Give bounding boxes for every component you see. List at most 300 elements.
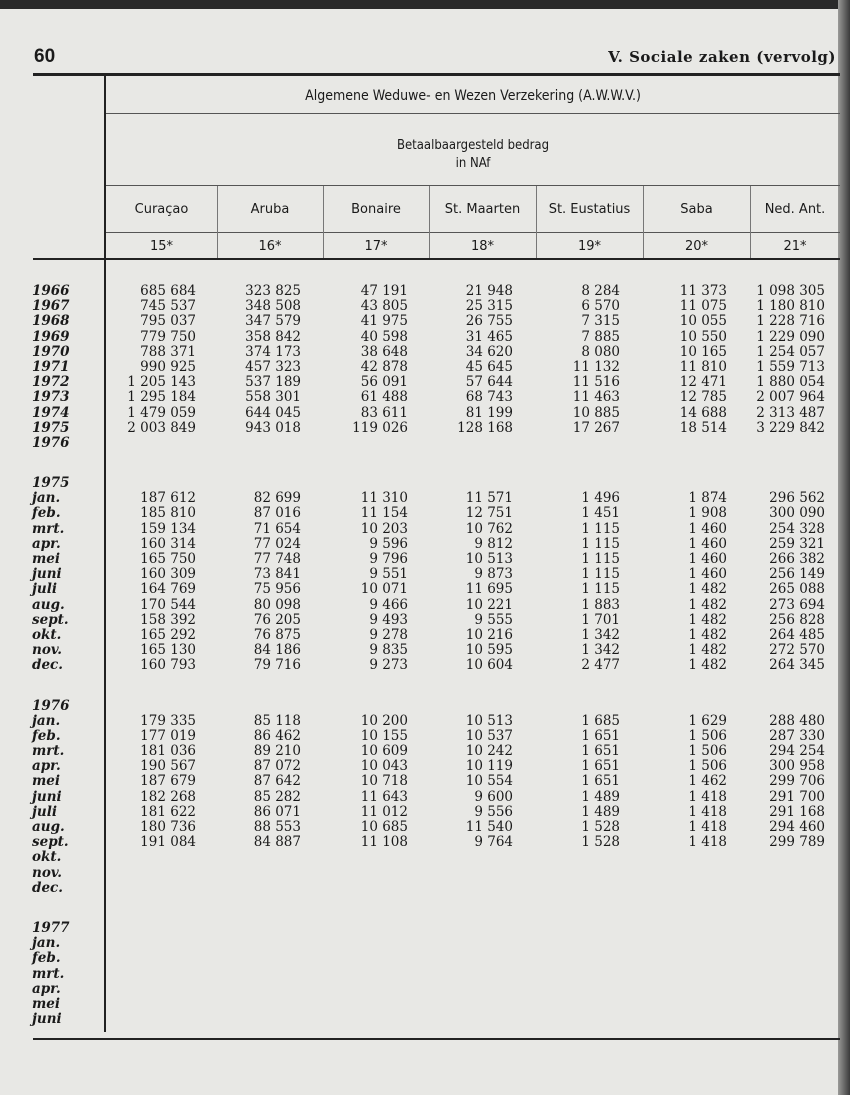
table-row (0, 744, 840, 759)
cell-value: 12 785 (679, 389, 727, 406)
cell-value: 10 513 (465, 712, 513, 729)
cell-value: 47 191 (360, 283, 408, 299)
cell-value: 179 335 (140, 712, 196, 729)
cell-value: 1 460 (688, 566, 727, 583)
column-number: 16* (258, 238, 282, 254)
cell-value: 10 119 (465, 758, 513, 775)
cell-value: 11 643 (360, 788, 408, 805)
cell-value: 347 579 (245, 313, 301, 330)
cell-value: 9 796 (369, 551, 408, 567)
cell-value: 1 115 (581, 551, 620, 567)
table-row (0, 491, 840, 506)
row-label: juli (32, 803, 57, 820)
cell-value: 10 513 (465, 551, 513, 567)
cell-value: 57 644 (465, 374, 513, 391)
cell-value: 9 278 (369, 626, 408, 643)
row-label: 1972 (32, 374, 70, 391)
table-row (0, 820, 840, 835)
cell-value: 266 382 (769, 551, 825, 567)
cell-value: 788 371 (140, 343, 196, 360)
row-label: juni (32, 566, 62, 583)
cell-value: 1 418 (688, 819, 727, 835)
row-label: nov. (32, 864, 63, 881)
cell-value: 644 045 (245, 404, 301, 421)
cell-value: 88 553 (253, 819, 301, 835)
section-heading-row (0, 921, 840, 936)
cell-value: 159 134 (140, 520, 196, 537)
cell-value: 43 805 (360, 298, 408, 315)
cell-value: 190 567 (140, 758, 196, 775)
row-label: 1974 (32, 404, 70, 421)
cell-value: 2 313 487 (756, 404, 825, 421)
cell-value: 185 810 (140, 505, 196, 522)
row-label: 1969 (32, 328, 70, 345)
row-label: nov. (32, 642, 63, 659)
cell-value: 21 948 (465, 283, 513, 299)
table-row (0, 552, 840, 567)
table-body (0, 284, 840, 1027)
cell-value: 119 026 (352, 419, 408, 436)
table-row (0, 729, 840, 744)
cell-value: 1 482 (688, 626, 727, 643)
cell-value: 291 168 (769, 803, 825, 820)
cell-value: 82 699 (253, 490, 301, 507)
cell-value: 128 168 (457, 419, 513, 436)
cell-value: 9 493 (369, 611, 408, 628)
cell-value: 1 883 (581, 596, 620, 613)
cell-value: 12 751 (465, 505, 513, 522)
cell-value: 10 537 (465, 727, 513, 744)
row-label: juni (32, 1011, 62, 1028)
cell-value: 34 620 (465, 343, 513, 360)
cell-value: 84 887 (253, 834, 301, 851)
cell-value: 31 465 (465, 328, 513, 345)
column-divider (217, 186, 218, 258)
row-label: aug. (32, 596, 65, 613)
cell-value: 11 810 (679, 358, 727, 375)
table-row (0, 345, 840, 360)
table-title: Algemene Weduwe- en Wezen Verzekering (A.W.W.V.) (305, 88, 641, 104)
cell-value: 10 762 (465, 520, 513, 537)
cell-value: 1 496 (581, 490, 620, 507)
cell-value: 26 755 (465, 313, 513, 330)
cell-value: 9 835 (369, 642, 408, 659)
cell-value: 85 118 (253, 712, 301, 729)
column-divider (643, 186, 644, 258)
row-label: juni (32, 788, 62, 805)
table-row (0, 982, 840, 997)
row-label: 1976 (32, 434, 70, 451)
column-divider (750, 186, 751, 258)
cell-value: 11 310 (360, 490, 408, 507)
section-gap (0, 451, 840, 476)
column-number: 19* (577, 238, 602, 254)
section-heading: 1976 (32, 697, 70, 714)
row-label: 1970 (32, 343, 70, 360)
row-label: feb. (32, 727, 61, 744)
cell-value: 9 873 (474, 566, 513, 583)
column-number: 20* (684, 238, 709, 254)
cell-value: 180 736 (140, 819, 196, 835)
cell-value: 9 555 (474, 611, 513, 628)
cell-value: 80 098 (253, 596, 301, 613)
cell-value: 795 037 (140, 313, 196, 330)
cell-value: 1 528 (581, 834, 620, 851)
cell-value: 18 514 (679, 419, 727, 436)
row-label: feb. (32, 505, 61, 522)
cell-value: 11 075 (679, 298, 727, 315)
cell-value: 1 342 (581, 626, 620, 643)
cell-value: 160 793 (140, 657, 196, 674)
cell-value: 10 595 (465, 642, 513, 659)
cell-value: 273 694 (769, 596, 825, 613)
cell-value: 1 528 (581, 819, 620, 835)
cell-value: 1 460 (688, 520, 727, 537)
cell-value: 1 506 (688, 727, 727, 744)
row-label: mrt. (32, 965, 65, 982)
table-row (0, 314, 840, 329)
row-label: 1966 (32, 283, 70, 299)
cell-value: 89 210 (253, 743, 301, 760)
row-label: mrt. (32, 520, 65, 537)
cell-value: 76 875 (253, 626, 301, 643)
column-header: Saba (680, 201, 713, 217)
page-number: 60 (34, 46, 56, 67)
table-row (0, 522, 840, 537)
table-row (0, 790, 840, 805)
cell-value: 56 091 (360, 374, 408, 391)
cell-value: 1 482 (688, 596, 727, 613)
cell-value: 10 165 (679, 343, 727, 360)
table-row (0, 436, 840, 451)
row-label: juli (32, 581, 57, 598)
cell-value: 1 701 (581, 611, 620, 628)
cell-value: 158 392 (140, 611, 196, 628)
cell-value: 299 789 (769, 834, 825, 851)
table-row (0, 421, 840, 436)
table-row (0, 643, 840, 658)
row-label: dec. (32, 879, 63, 896)
cell-value: 1 651 (581, 743, 620, 760)
cell-value: 264 485 (769, 626, 825, 643)
column-header: St. Maarten (444, 201, 521, 217)
table-row (0, 866, 840, 881)
cell-value: 10 609 (360, 743, 408, 760)
cell-value: 191 084 (140, 834, 196, 851)
cell-value: 8 284 (581, 283, 620, 299)
cell-value: 9 551 (369, 566, 408, 583)
cell-value: 164 769 (140, 581, 196, 598)
cell-value: 358 842 (245, 328, 301, 345)
cell-value: 296 562 (769, 490, 825, 507)
cell-value: 182 268 (140, 788, 196, 805)
cell-value: 288 480 (769, 712, 825, 729)
table-row (0, 506, 840, 521)
cell-value: 10 155 (360, 727, 408, 744)
cell-value: 11 516 (572, 374, 620, 391)
table-row (0, 1012, 840, 1027)
table-row (0, 628, 840, 643)
cell-value: 1 115 (581, 566, 620, 583)
cell-value: 259 321 (769, 535, 825, 552)
table-row (0, 299, 840, 314)
row-label: apr. (32, 758, 61, 775)
table-row (0, 360, 840, 375)
row-label: 1967 (32, 298, 70, 315)
table-row (0, 805, 840, 820)
cell-value: 1 460 (688, 551, 727, 567)
cell-value: 457 323 (245, 358, 301, 375)
cell-value: 10 216 (465, 626, 513, 643)
column-header: Curaçao (134, 201, 189, 217)
cell-value: 254 328 (769, 520, 825, 537)
cell-value: 8 080 (581, 343, 620, 360)
cell-value: 76 205 (253, 611, 301, 628)
table-row (0, 714, 840, 729)
cell-value: 1 685 (581, 712, 620, 729)
scan-top-edge (0, 0, 850, 9)
table-row (0, 567, 840, 582)
table-row (0, 951, 840, 966)
cell-value: 294 254 (769, 743, 825, 760)
cell-value: 264 345 (769, 657, 825, 674)
cell-value: 1 098 305 (756, 283, 825, 299)
cell-value: 1 228 716 (756, 313, 825, 330)
cell-value: 11 695 (465, 581, 513, 598)
column-number: 18* (470, 238, 495, 254)
cell-value: 12 471 (679, 374, 727, 391)
cell-value: 1 880 054 (756, 374, 825, 391)
table-row (0, 997, 840, 1012)
cell-value: 291 700 (769, 788, 825, 805)
cell-value: 10 055 (679, 313, 727, 330)
cell-value: 11 540 (465, 819, 513, 835)
cell-value: 7 885 (581, 328, 620, 345)
cell-value: 1 489 (581, 803, 620, 820)
cell-value: 84 186 (253, 642, 301, 659)
cell-value: 294 460 (769, 819, 825, 835)
cell-value: 9 556 (474, 803, 513, 820)
cell-value: 1 295 184 (127, 389, 196, 406)
cell-value: 1 254 057 (756, 343, 825, 360)
cell-value: 10 200 (360, 712, 408, 729)
cell-value: 187 612 (140, 490, 196, 507)
row-label: jan. (32, 490, 61, 507)
cell-value: 1 908 (688, 505, 727, 522)
cell-value: 348 508 (245, 298, 301, 315)
cell-value: 3 229 842 (756, 419, 825, 436)
cell-value: 10 885 (572, 404, 620, 421)
cell-value: 86 462 (253, 727, 301, 744)
cell-value: 160 314 (140, 535, 196, 552)
row-label: 1975 (32, 419, 70, 436)
cell-value: 81 199 (465, 404, 513, 421)
table-row (0, 936, 840, 951)
table-row (0, 759, 840, 774)
column-number: 15* (149, 238, 174, 254)
section-gap (0, 674, 840, 699)
cell-value: 10 242 (465, 743, 513, 760)
cell-value: 79 716 (253, 657, 301, 674)
row-label: apr. (32, 980, 61, 997)
column-divider (323, 186, 324, 258)
table-row (0, 658, 840, 673)
cell-value: 779 750 (140, 328, 196, 345)
running-head: V. Sociale zaken (vervolg) (608, 48, 836, 66)
cell-value: 1 506 (688, 758, 727, 775)
cell-value: 1 418 (688, 803, 727, 820)
cell-value: 160 309 (140, 566, 196, 583)
cell-value: 1 115 (581, 520, 620, 537)
cell-value: 9 596 (369, 535, 408, 552)
section-heading: 1977 (32, 919, 70, 936)
cell-value: 10 685 (360, 819, 408, 835)
cell-value: 85 282 (253, 788, 301, 805)
cell-value: 943 018 (245, 419, 301, 436)
row-label: mrt. (32, 743, 65, 760)
table-row (0, 835, 840, 850)
cell-value: 1 115 (581, 581, 620, 598)
cell-value: 6 570 (581, 298, 620, 315)
cell-value: 1 342 (581, 642, 620, 659)
cell-value: 1 462 (688, 773, 727, 790)
cell-value: 11 108 (360, 834, 408, 851)
table-subtitle-1: Betaalbaargesteld bedrag (396, 138, 550, 153)
row-label: dec. (32, 657, 63, 674)
table-row (0, 598, 840, 613)
cell-value: 374 173 (245, 343, 301, 360)
cell-value: 1 482 (688, 581, 727, 598)
cell-value: 10 221 (465, 596, 513, 613)
cell-value: 42 878 (360, 358, 408, 375)
cell-value: 17 267 (572, 419, 620, 436)
top-rule (33, 73, 840, 76)
bottom-rule (33, 1038, 840, 1040)
cell-value: 165 130 (140, 642, 196, 659)
column-header: Aruba (250, 201, 290, 217)
cell-value: 1 506 (688, 743, 727, 760)
cell-value: 187 679 (140, 773, 196, 790)
cell-value: 11 373 (679, 283, 727, 299)
cell-value: 745 537 (140, 298, 196, 315)
title-rule (106, 113, 840, 114)
column-divider (536, 186, 537, 258)
cell-value: 287 330 (769, 727, 825, 744)
row-label: sept. (32, 611, 69, 628)
cell-value: 1 451 (581, 505, 620, 522)
cell-value: 1 115 (581, 535, 620, 552)
cell-value: 537 189 (245, 374, 301, 391)
row-label: 1971 (32, 358, 70, 375)
cell-value: 87 016 (253, 505, 301, 522)
cell-value: 9 764 (474, 834, 513, 851)
cell-value: 558 301 (245, 389, 301, 406)
cell-value: 77 748 (253, 551, 301, 567)
cell-value: 272 570 (769, 642, 825, 659)
row-label: mei (32, 551, 61, 567)
cell-value: 10 604 (465, 657, 513, 674)
cell-value: 61 488 (360, 389, 408, 406)
cell-value: 1 418 (688, 788, 727, 805)
cell-value: 9 600 (474, 788, 513, 805)
cell-value: 83 611 (360, 404, 408, 421)
cell-value: 1 482 (688, 657, 727, 674)
cell-value: 73 841 (253, 566, 301, 583)
cell-value: 10 203 (360, 520, 408, 537)
row-label: okt. (32, 849, 62, 866)
cell-value: 11 132 (572, 358, 620, 375)
cell-value: 68 743 (465, 389, 513, 406)
row-label: feb. (32, 950, 61, 967)
section-heading-row (0, 699, 840, 714)
cell-value: 9 466 (369, 596, 408, 613)
table-row (0, 330, 840, 345)
column-header: St. Eustatius (548, 201, 631, 217)
cell-value: 40 598 (360, 328, 408, 345)
table-row (0, 613, 840, 628)
cell-value: 990 925 (140, 358, 196, 375)
cell-value: 256 149 (769, 566, 825, 583)
cell-value: 1 559 713 (756, 358, 825, 375)
cell-value: 256 828 (769, 611, 825, 628)
cell-value: 11 463 (572, 389, 620, 406)
cell-value: 1 205 143 (127, 374, 196, 391)
cell-value: 87 072 (253, 758, 301, 775)
cell-value: 300 958 (769, 758, 825, 775)
row-label: sept. (32, 834, 69, 851)
cell-value: 77 024 (253, 535, 301, 552)
cell-value: 1 629 (688, 712, 727, 729)
cell-value: 1 874 (688, 490, 727, 507)
cell-value: 181 622 (140, 803, 196, 820)
cell-value: 1 479 059 (127, 404, 196, 421)
row-label: 1968 (32, 313, 70, 330)
cell-value: 11 012 (360, 803, 408, 820)
cell-value: 7 315 (581, 313, 620, 330)
cell-value: 11 154 (360, 505, 408, 522)
column-divider (429, 186, 430, 258)
cell-value: 300 090 (769, 505, 825, 522)
cell-value: 1 229 090 (756, 328, 825, 345)
column-number: 21* (783, 238, 807, 254)
cell-value: 1 651 (581, 758, 620, 775)
table-row (0, 284, 840, 299)
cell-value: 1 460 (688, 535, 727, 552)
table-row (0, 881, 840, 896)
cell-value: 170 544 (140, 596, 196, 613)
cell-value: 299 706 (769, 773, 825, 790)
cell-value: 14 688 (679, 404, 727, 421)
cell-value: 10 718 (360, 773, 408, 790)
row-label: mei (32, 773, 61, 790)
row-label: jan. (32, 935, 61, 952)
cell-value: 1 489 (581, 788, 620, 805)
cell-value: 10 550 (679, 328, 727, 345)
table-row (0, 390, 840, 405)
cell-value: 1 418 (688, 834, 727, 851)
cell-value: 2 003 849 (127, 419, 196, 436)
section-heading: 1975 (32, 475, 70, 492)
cell-value: 165 292 (140, 626, 196, 643)
row-label: jan. (32, 712, 61, 729)
row-label: 1973 (32, 389, 70, 406)
cell-value: 45 645 (465, 358, 513, 375)
row-label: mei (32, 995, 61, 1012)
cell-value: 685 684 (140, 283, 196, 299)
cell-value: 75 956 (253, 581, 301, 598)
cell-value: 1 651 (581, 727, 620, 744)
table-row (0, 774, 840, 789)
